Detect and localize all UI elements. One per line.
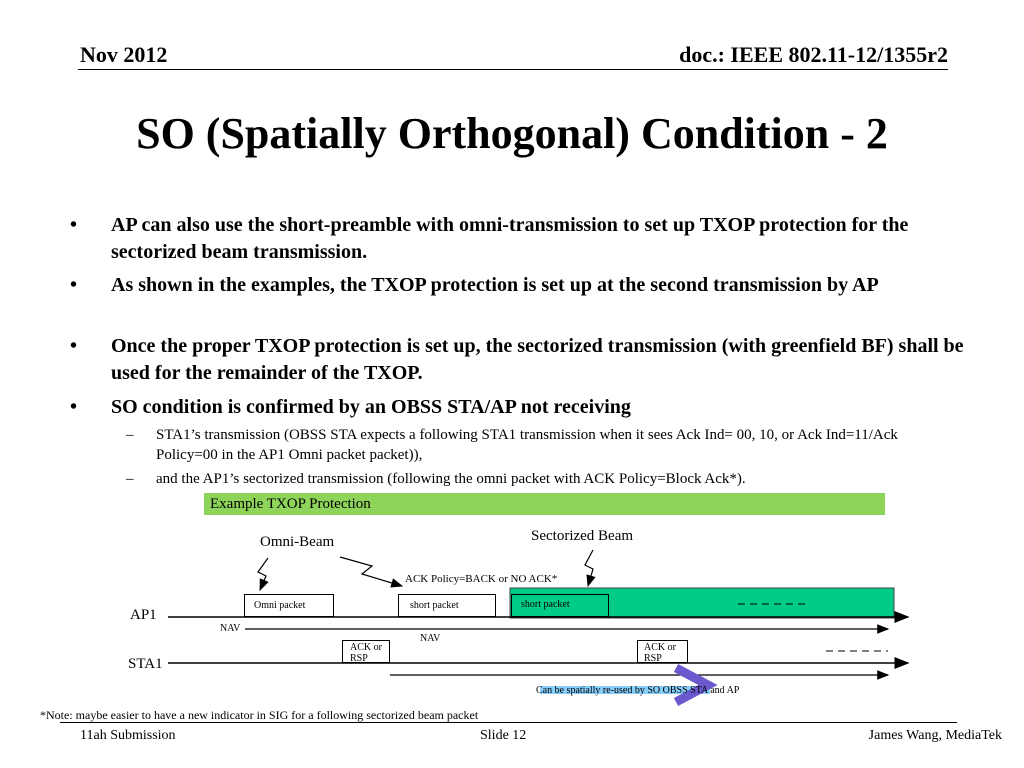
footer-left: 11ah Submission: [80, 728, 176, 743]
footer-slide-number: Slide 12: [480, 728, 527, 743]
sector-beam-squiggle: [585, 550, 593, 586]
ack-policy-label: ACK Policy=BACK or NO ACK*: [405, 573, 558, 585]
bullet-marker: •: [70, 396, 78, 418]
short-packet-box-1: [398, 594, 496, 617]
slide-title: SO (Spatially Orthogonal) Condition - 2: [136, 109, 888, 158]
ack-rsp-label-2: ACK or RSP: [644, 642, 676, 664]
sectorized-beam-label: Sectorized Beam: [531, 528, 634, 544]
omni-beam-squiggle: [258, 558, 268, 590]
nav-label-2: NAV: [420, 633, 441, 644]
bullet-marker: •: [70, 274, 78, 296]
bullet-text: As shown in the examples, the TXOP protection is set up at the second transmission by AP: [111, 274, 879, 296]
omni-packet-label: Omni packet: [254, 600, 306, 611]
ack-rsp-box-1: [342, 640, 390, 663]
short-packet-label-2: short packet: [521, 599, 570, 610]
nav-label-1: NAV: [220, 623, 241, 634]
ack-rsp-box-2: [637, 640, 688, 663]
header-doc-id: doc.: IEEE 802.11-12/1355r2: [679, 42, 948, 67]
reuse-note: Can be spatially re-used by SO OBSS STA and AP: [536, 685, 740, 696]
omni-arrow-squiggle: [340, 557, 402, 586]
footer-rule: [60, 722, 957, 723]
bullet-marker: •: [70, 335, 78, 357]
bullet-text: Once the proper TXOP protection is set up, the sectorized transmission (with greenfield BF) shall be used for the remainder of the TXOP.: [111, 335, 964, 384]
sub-bullet-text: STA1’s transmission (OBSS STA expects a following STA1 transmission when it sees Ack Ind= 00, 10, or Ack Ind=11/Ack Policy=00 in the AP1 Omni packet packet)),: [156, 427, 898, 463]
example-banner-label: Example TXOP Protection: [210, 496, 371, 512]
sta1-label: STA1: [128, 656, 163, 672]
footnote: *Note: maybe easier to have a new indicator in SIG for a following sectorized beam packet: [40, 708, 479, 722]
omni-packet-box: [244, 594, 334, 617]
bullet-text: AP can also use the short-preamble with omni-transmission to set up TXOP protection for the sectorized beam transmission.: [111, 214, 909, 263]
sub-bullet-marker: –: [126, 471, 134, 487]
sub-bullet-text: and the AP1’s sectorized transmission (following the omni packet with ACK Policy=Block Ack*).: [156, 471, 746, 487]
ap1-label: AP1: [130, 607, 157, 623]
short-packet-label-1: short packet: [410, 600, 459, 611]
footer-author: James Wang, MediaTek: [868, 728, 1002, 743]
omni-beam-label: Omni-Beam: [260, 534, 335, 550]
bullet-text: SO condition is confirmed by an OBSS STA/AP not receiving: [111, 396, 631, 418]
header-date: Nov 2012: [80, 42, 168, 67]
sub-bullet-marker: –: [126, 427, 134, 443]
bullet-marker: •: [70, 214, 78, 236]
short-packet-box-2: [511, 594, 609, 617]
ack-rsp-label-1: ACK or RSP: [350, 642, 382, 664]
